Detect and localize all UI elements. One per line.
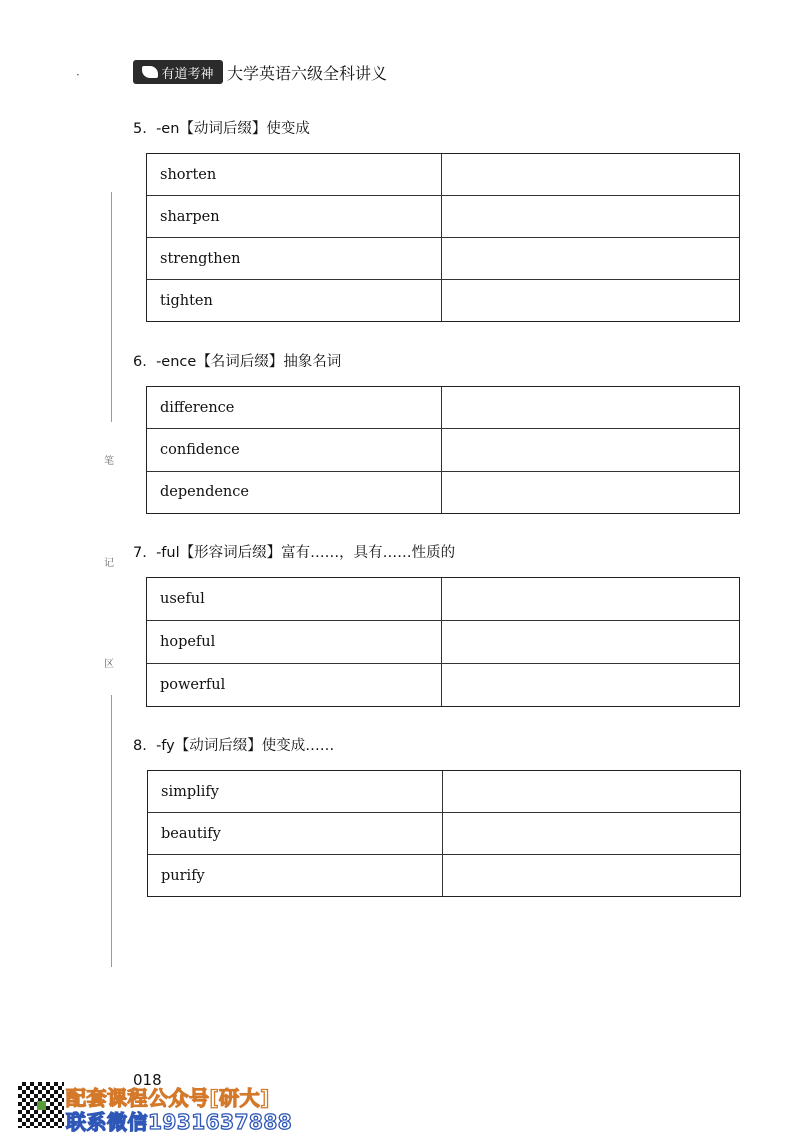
answer-cell bbox=[442, 154, 739, 195]
answer-cell bbox=[442, 280, 739, 321]
logo-icon bbox=[142, 66, 158, 78]
table-row bbox=[147, 154, 739, 195]
word-cell: useful bbox=[147, 578, 442, 620]
answer-cell bbox=[442, 621, 739, 663]
section-heading: 6. -ence【名词后缀】抽象名词 bbox=[133, 354, 342, 370]
answer-cell bbox=[442, 196, 739, 237]
table-row bbox=[147, 279, 739, 321]
promo-line-2: 联系微信1931637888 bbox=[66, 1110, 293, 1134]
notes-margin-label: 记 bbox=[104, 558, 114, 569]
word-cell: sharpen bbox=[147, 196, 442, 237]
qr-logo-icon bbox=[37, 1101, 46, 1110]
word-cell: difference bbox=[147, 387, 442, 428]
section-heading: 8. -fy【动词后缀】使变成…… bbox=[133, 738, 335, 754]
word-cell: hopeful bbox=[147, 621, 442, 663]
notes-margin-line bbox=[111, 192, 112, 422]
table-row bbox=[148, 812, 740, 854]
book-title: 大学英语六级全科讲义 bbox=[227, 63, 388, 83]
word-table bbox=[146, 386, 740, 514]
answer-cell bbox=[443, 771, 740, 812]
table-row bbox=[147, 578, 739, 620]
logo-text: 有道考神 bbox=[161, 66, 214, 82]
answer-cell bbox=[443, 813, 740, 854]
page-header bbox=[133, 60, 387, 84]
answer-cell bbox=[442, 238, 739, 279]
answer-cell bbox=[442, 429, 739, 470]
word-table bbox=[146, 153, 740, 322]
section-heading: 7. -ful【形容词后缀】富有……，具有……性质的 bbox=[133, 545, 456, 561]
word-cell: purify bbox=[148, 855, 443, 896]
answer-cell bbox=[442, 387, 739, 428]
word-table bbox=[147, 770, 741, 897]
margin-dot: · bbox=[76, 68, 80, 82]
answer-cell bbox=[442, 472, 739, 513]
word-cell: dependence bbox=[147, 472, 442, 513]
publisher-logo bbox=[133, 60, 223, 84]
word-cell: simplify bbox=[148, 771, 443, 812]
word-cell: shorten bbox=[147, 154, 442, 195]
table-row bbox=[147, 237, 739, 279]
table-row bbox=[147, 471, 739, 513]
table-row bbox=[148, 854, 740, 896]
table-row bbox=[148, 771, 740, 812]
answer-cell bbox=[442, 578, 739, 620]
word-table bbox=[146, 577, 740, 707]
notes-margin-line bbox=[111, 695, 112, 967]
notes-margin-label: 笔 bbox=[104, 456, 114, 467]
answer-cell bbox=[442, 664, 739, 706]
page-number: 018 bbox=[133, 1071, 162, 1089]
answer-cell bbox=[443, 855, 740, 896]
table-row bbox=[147, 663, 739, 706]
promo-line-1: 配套课程公众号[研大] bbox=[66, 1086, 270, 1110]
word-cell: beautify bbox=[148, 813, 443, 854]
word-cell: confidence bbox=[147, 429, 442, 470]
table-row bbox=[147, 428, 739, 470]
word-cell: powerful bbox=[147, 664, 442, 706]
section-heading: 5. -en【动词后缀】使变成 bbox=[133, 121, 310, 137]
notes-margin-label: 区 bbox=[104, 659, 114, 670]
word-cell: tighten bbox=[147, 280, 442, 321]
table-row bbox=[147, 387, 739, 428]
table-row bbox=[147, 620, 739, 663]
table-row bbox=[147, 195, 739, 237]
word-cell: strengthen bbox=[147, 238, 442, 279]
